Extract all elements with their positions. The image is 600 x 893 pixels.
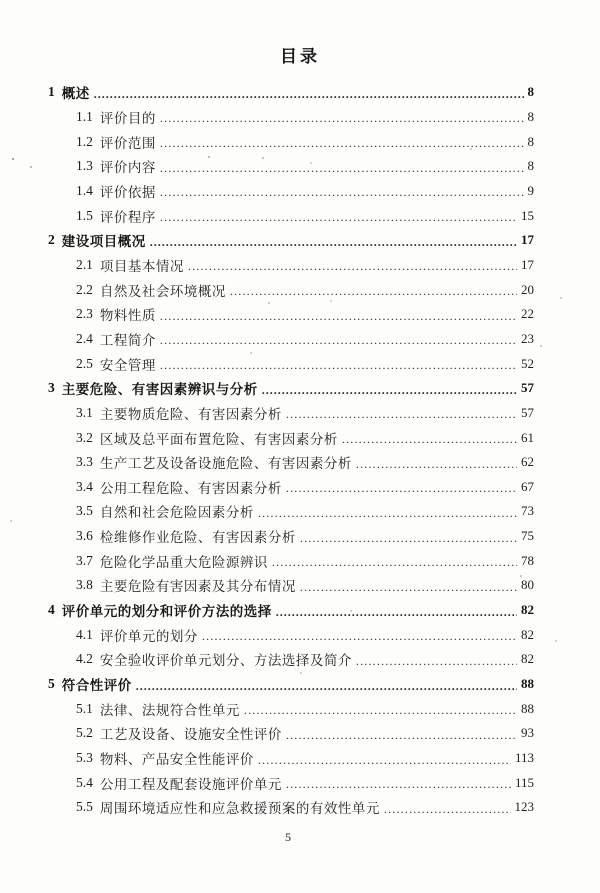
toc-entry-page: 9: [527, 182, 534, 198]
toc-entry-number: 3.7: [76, 552, 93, 568]
toc-entry: [48, 401, 534, 426]
dot-leader: [356, 653, 517, 669]
toc-entry-title: 建设项目概况: [61, 234, 146, 250]
toc-entry-title: 自然及社会环境概况: [99, 283, 226, 299]
dot-leader: [160, 209, 517, 225]
toc-entry-title: 评价单元的划分和评价方法的选择: [61, 604, 272, 620]
toc-entry-page: 20: [521, 281, 534, 297]
toc-entry: [48, 622, 534, 647]
dot-leader: [244, 702, 517, 718]
toc-entry-page: 75: [521, 528, 534, 544]
dot-leader: [272, 554, 517, 570]
toc-entry: [48, 672, 534, 697]
toc-entry: [48, 598, 534, 623]
toc-entry-title: 公用工程危险、有害因素分析: [99, 480, 282, 496]
toc-entry-title: 符合性评价: [61, 678, 132, 694]
toc-entry: [48, 203, 534, 228]
dot-leader: [286, 480, 517, 496]
toc-entry-page: 62: [521, 454, 534, 470]
toc-entry-number: 3.6: [76, 528, 93, 544]
toc-entry-title: 主要物质危险、有害因素分析: [99, 406, 282, 422]
toc-entry: [48, 425, 534, 450]
toc-entry-number: 5.1: [76, 700, 93, 716]
toc-entry: [48, 327, 534, 352]
dot-leader: [160, 135, 524, 151]
toc-entry-title: 评价范围: [99, 135, 156, 151]
toc-entry-page: 113: [514, 750, 534, 766]
toc-list: [0, 80, 600, 820]
dot-leader: [342, 431, 517, 447]
dot-leader: [356, 456, 517, 472]
toc-entry-number: 5.5: [76, 799, 93, 815]
toc-entry-title: 检维修作业危险、有害因素分析: [99, 530, 296, 546]
toc-entry: [48, 129, 534, 154]
toc-entry-page: 88: [521, 700, 534, 716]
toc-entry-page: 115: [514, 774, 534, 790]
toc-entry-page: 88: [521, 676, 534, 692]
toc-entry-page: 22: [521, 306, 534, 322]
toc-entry-title: 工程简介: [99, 332, 156, 348]
toc-entry-number: 3: [48, 380, 55, 396]
toc-entry-page: 73: [521, 503, 534, 519]
toc-entry: [48, 376, 534, 401]
toc-entry: [48, 499, 534, 524]
toc-entry-number: 2.3: [76, 306, 93, 322]
toc-entry-page: 57: [521, 404, 534, 420]
dot-leader: [258, 752, 511, 768]
toc-entry-number: 5.2: [76, 725, 93, 741]
dot-leader: [276, 604, 517, 620]
toc-entry: [48, 253, 534, 278]
toc-entry-page: 61: [521, 429, 534, 445]
toc-entry-title: 概述: [61, 86, 90, 102]
toc-entry: [48, 80, 534, 105]
dot-leader: [136, 678, 517, 694]
toc-entry-number: 3.8: [76, 577, 93, 593]
toc-entry-title: 主要危险有害因素及其分布情况: [99, 579, 296, 595]
toc-entry-number: 3.4: [76, 478, 93, 494]
dot-leader: [94, 86, 524, 102]
scan-noise: [0, 0, 2, 2]
toc-entry-title: 法律、法规符合性单元: [99, 702, 240, 718]
toc-entry-number: 5.4: [76, 774, 93, 790]
toc-entry-number: 3.2: [76, 429, 93, 445]
toc-entry: [48, 450, 534, 475]
toc-entry: [48, 721, 534, 746]
toc-entry-page: 82: [521, 626, 534, 642]
toc-entry-page: 67: [521, 478, 534, 494]
toc-entry: [48, 524, 534, 549]
dot-leader: [160, 308, 517, 324]
toc-entry-title: 公用工程及配套设施评价单元: [99, 776, 282, 792]
toc-entry-page: 82: [521, 602, 534, 618]
footer-page-number: 5: [285, 830, 291, 844]
toc-entry: [48, 228, 534, 253]
dot-leader: [160, 110, 524, 126]
toc-entry: [48, 647, 534, 672]
toc-entry: [48, 277, 534, 302]
toc-entry-number: 2.1: [76, 256, 93, 272]
dot-leader: [202, 628, 517, 644]
toc-entry: [48, 302, 534, 327]
toc-entry-number: 3.1: [76, 404, 93, 420]
toc-entry: [48, 105, 534, 130]
toc-entry: [48, 475, 534, 500]
toc-entry: [48, 154, 534, 179]
toc-entry-title: 评价单元的划分: [99, 628, 198, 644]
toc-entry-number: 5: [48, 676, 55, 692]
dot-leader: [188, 258, 517, 274]
dot-leader: [384, 801, 511, 817]
dot-leader: [262, 382, 517, 398]
toc-entry-page: 123: [514, 799, 534, 815]
toc-entry-number: 4.2: [76, 651, 93, 667]
toc-entry-title: 生产工艺及设备设施危险、有害因素分析: [99, 456, 352, 472]
toc-entry-number: 2: [48, 232, 55, 248]
toc-entry-title: 危险化学品重大危险源辨识: [99, 554, 268, 570]
dot-leader: [286, 776, 511, 792]
dot-leader: [160, 160, 524, 176]
dot-leader: [286, 406, 517, 422]
toc-entry-title: 安全验收评价单元划分、方法选择及简介: [99, 653, 352, 669]
toc-entry-page: 78: [521, 552, 534, 568]
dot-leader: [230, 283, 517, 299]
toc-entry-number: 1.2: [76, 133, 93, 149]
toc-entry-title: 物料、产品安全性能评价: [99, 752, 254, 768]
toc-entry-number: 2.5: [76, 355, 93, 371]
toc-entry-page: 8: [527, 133, 534, 149]
dot-leader: [160, 184, 524, 200]
toc-entry-number: 2.4: [76, 330, 93, 346]
toc-entry-number: 5.3: [76, 750, 93, 766]
toc-entry: [48, 746, 534, 771]
toc-entry-title: 评价程序: [99, 209, 156, 225]
dot-leader: [150, 234, 517, 250]
toc-entry: [48, 548, 534, 573]
toc-entry-title: 安全管理: [99, 357, 156, 373]
toc-entry: [48, 351, 534, 376]
toc-entry-number: 1.4: [76, 182, 93, 198]
toc-entry-number: 3.5: [76, 503, 93, 519]
toc-entry: [48, 573, 534, 598]
toc-entry-title: 周围环境适应性和应急救援预案的有效性单元: [99, 801, 380, 817]
toc-entry-number: 1.5: [76, 207, 93, 223]
toc-entry: [48, 795, 534, 820]
toc-entry-title: 项目基本情况: [99, 258, 184, 274]
toc-entry-page: 8: [527, 158, 534, 174]
toc-entry-page: 93: [521, 725, 534, 741]
toc-entry-page: 8: [527, 108, 534, 124]
toc-entry-page: 57: [521, 380, 534, 396]
toc-entry-page: 17: [521, 232, 534, 248]
toc-entry-title: 区域及总平面布置危险、有害因素分析: [99, 431, 338, 447]
toc-entry-title: 评价依据: [99, 184, 156, 200]
dot-leader: [160, 357, 517, 373]
toc-entry-page: 23: [521, 330, 534, 346]
toc-entry-title: 评价内容: [99, 160, 156, 176]
toc-entry-page: 15: [521, 207, 534, 223]
toc-entry-number: 1.1: [76, 108, 93, 124]
toc-entry-number: 3.3: [76, 454, 93, 470]
toc-entry-number: 1.3: [76, 158, 93, 174]
dot-leader: [286, 727, 517, 743]
toc-entry-title: 主要危险、有害因素辨识与分析: [61, 382, 258, 398]
toc-entry-number: 4: [48, 602, 55, 618]
toc-entry: [48, 770, 534, 795]
toc-entry-title: 自然和社会危险因素分析: [99, 505, 254, 521]
dot-leader: [258, 505, 517, 521]
toc-entry-title: 评价目的: [99, 110, 156, 126]
dot-leader: [300, 530, 517, 546]
toc-entry-title: 工艺及设备、设施安全性评价: [99, 727, 282, 743]
page-title: 目录: [280, 47, 320, 66]
toc-entry-page: 80: [521, 577, 534, 593]
toc-entry-page: 17: [521, 256, 534, 272]
toc-entry: [48, 179, 534, 204]
toc-entry-page: 8: [527, 84, 534, 100]
dot-leader: [300, 579, 517, 595]
toc-entry-number: 2.2: [76, 281, 93, 297]
toc-entry-number: 4.1: [76, 626, 93, 642]
toc-entry-page: 82: [521, 651, 534, 667]
toc-entry-title: 物料性质: [99, 308, 156, 324]
toc-entry-page: 52: [521, 355, 534, 371]
toc-entry: [48, 696, 534, 721]
toc-entry-number: 1: [48, 84, 55, 100]
dot-leader: [160, 332, 517, 348]
